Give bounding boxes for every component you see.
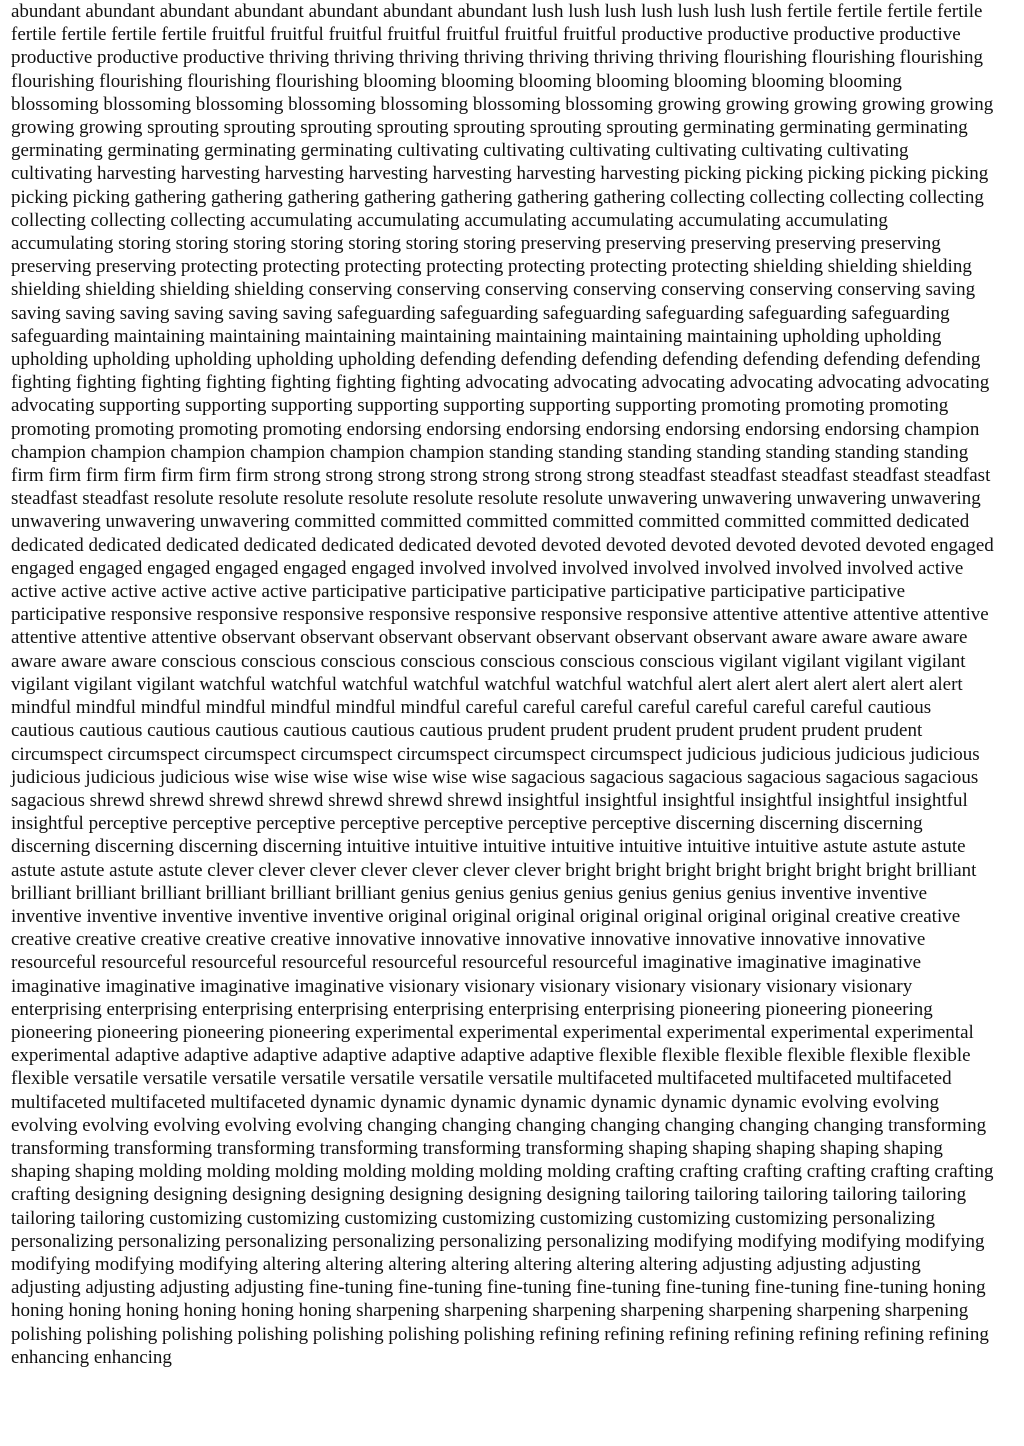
body-text: abundant abundant abundant abundant abundant abundant abundant lush lush lush lush lush lush lush fertile fertile fertile fertile fertile fertile fertile fertile fruitful fruitful fruitful fruitful fruitful fruitful fruitful productive productive productive productive productive productive productive thriving thriving thriving thriving thriving thriving thriving flourishing flourishing flourishing flourishing flourishing flourishing flourishing blooming blooming blooming blooming blooming blooming blooming blossoming blossoming blossoming blossoming blossoming blossoming blossoming growing growing growing growing growing growing growing sprouting sprouting sprouting sprouting sprouting sprouting sprouting germinating germinating germinating germinating germinating germinating germinating cultivating cultivating cultivating cultivating cultivating cultivating cultivating harvesting harvesting harvesting harvesting harvesting harvesting harvesting picking picking picking picking picking picking picking gathering gathering gathering gathering gathering gathering gathering collecting collecting collecting collecting collecting collecting collecting accumulating accumulating accumulating accumulating accumulating accumulating accumulating storing storing storing storing storing storing storing preserving preserving preserving preserving preserving preserving preserving protecting protecting protecting protecting protecting protecting protecting shielding shielding shielding shielding shielding shielding shielding conserving conserving conserving conserving conserving conserving conserving saving saving saving saving saving saving saving safeguarding safeguarding safeguarding safeguarding safeguarding safeguarding safeguarding maintaining maintaining maintaining maintaining maintaining maintaining maintaining upholding upholding upholding upholding upholding upholding upholding defending defending defending defending defending defending defending fighting fighting fighting fighting fighting fighting fighting advocating advocating advocating advocating advocating advocating advocating supporting supporting supporting supporting supporting supporting supporting promoting promoting promoting promoting promoting promoting promoting endorsing endorsing endorsing endorsing endorsing endorsing endorsing champion champion champion champion champion champion champion standing standing standing standing standing standing standing firm firm firm firm firm firm firm strong strong strong strong strong strong strong steadfast steadfast steadfast steadfast steadfast steadfast steadfast resolute resolute resolute resolute resolute resolute resolute unwavering unwavering unwavering unwavering unwavering unwavering unwavering committed committed committed committed committed committed committed dedicated dedicated dedicated dedicated dedicated dedicated dedicated devoted devoted devoted devoted devoted devoted devoted engaged engaged engaged engaged engaged engaged engaged involved involved involved involved involved involved involved active active active active active active active participative participative participative participative participative participative participative responsive responsive responsive responsive responsive responsive responsive attentive attentive attentive attentive attentive attentive attentive observant observant observant observant observant observant observant aware aware aware aware aware aware aware conscious conscious conscious conscious conscious conscious conscious vigilant vigilant vigilant vigilant vigilant vigilant vigilant watchful watchful watchful watchful watchful watchful watchful alert alert alert alert alert alert alert mindful mindful mindful mindful mindful mindful mindful careful careful careful careful careful careful careful cautious cautious cautious cautious cautious cautious cautious cautious prudent prudent prudent prudent prudent prudent prudent circumspect circumspect circumspect circumspect circumspect circumspect circumspect judicious judicious judicious judicious judicious judicious judicious wise wise wise wise wise wise wise sagacious sagacious sagacious sagacious sagacious sagacious sagacious shrewd shrewd shrewd shrewd shrewd shrewd shrewd insightful insightful insightful insightful insightful insightful insightful perceptive perceptive perceptive perceptive perceptive perceptive perceptive discerning discerning discerning discerning discerning discerning discerning intuitive intuitive intuitive intuitive intuitive intuitive intuitive astute astute astute astute astute astute astute clever clever clever clever clever clever clever bright bright bright bright bright bright bright brilliant brilliant brilliant brilliant brilliant brilliant brilliant genius genius genius genius genius genius genius inventive inventive inventive inventive inventive inventive inventive original original original original original original original creative creative creative creative creative creative creative innovative innovative innovative innovative innovative innovative innovative resourceful resourceful resourceful resourceful resourceful resourceful resourceful imaginative imaginative imaginative imaginative imaginative imaginative imaginative visionary visionary visionary visionary visionary visionary visionary enterprising enterprising enterprising enterprising enterprising enterprising enterprising pioneering pioneering pioneering pioneering pioneering pioneering pioneering experimental experimental experimental experimental experimental experimental experimental adaptive adaptive adaptive adaptive adaptive adaptive adaptive flexible flexible flexible flexible flexible flexible flexible versatile versatile versatile versatile versatile versatile versatile multifaceted multifaceted multifaceted multifaceted multifaceted multifaceted multifaceted dynamic dynamic dynamic dynamic dynamic dynamic dynamic evolving evolving evolving evolving evolving evolving evolving changing changing changing changing changing changing changing transforming transforming transforming transforming transforming transforming transforming shaping shaping shaping shaping shaping shaping shaping molding molding molding molding molding molding molding crafting crafting crafting crafting crafting crafting crafting designing designing designing designing designing designing designing tailoring tailoring tailoring tailoring tailoring tailoring tailoring customizing customizing customizing customizing customizing customizing customizing personalizing personalizing personalizing personalizing personalizing personalizing personalizing modifying modifying modifying modifying modifying modifying modifying altering altering altering altering altering altering altering adjusting adjusting adjusting adjusting adjusting adjusting adjusting fine-tuning fine-tuning fine-tuning fine-tuning fine-tuning fine-tuning fine-tuning honing honing honing honing honing honing honing sharpening sharpening sharpening sharpening sharpening sharpening sharpening polishing polishing polishing polishing polishing polishing polishing refining refining refining refining refining refining refining enhancing enhancing xyxy=(11,1,994,1368)
